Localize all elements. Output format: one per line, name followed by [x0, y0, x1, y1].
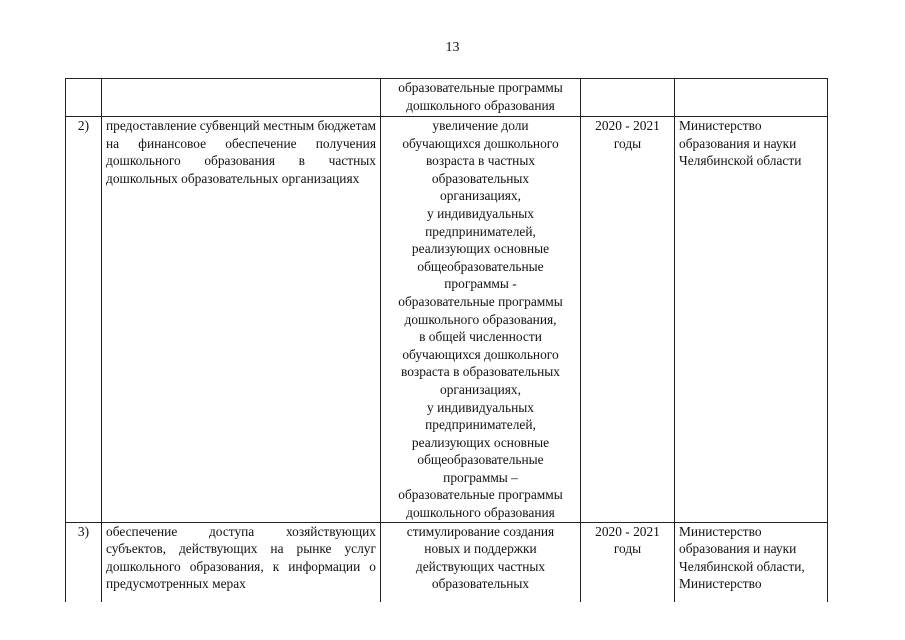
cell-line: общеобразовательные — [417, 452, 544, 468]
cell-line: 2020 - 2021 — [595, 523, 660, 539]
table-row — [66, 117, 828, 523]
indicator-cell — [381, 79, 581, 117]
cell-line: программы – — [443, 469, 518, 485]
page-number: 13 — [445, 40, 460, 55]
cell-line: дошкольного образования, — [404, 311, 557, 327]
row-number-cell: 2) — [66, 117, 102, 523]
row-number-cell — [66, 79, 102, 117]
event-cell — [102, 79, 381, 117]
table-row — [66, 79, 828, 117]
cell-line: образовательных — [431, 576, 530, 592]
cell-line: образования и науки — [679, 135, 797, 151]
term-cell — [581, 117, 675, 523]
cell-line: предпринимателей, — [425, 417, 536, 433]
cell-line: образовательных — [431, 170, 530, 186]
cell-line: образования и науки — [679, 541, 797, 557]
term-cell — [581, 79, 675, 117]
cell-line: дошкольного образования — [406, 97, 555, 113]
responsible-cell — [675, 79, 828, 117]
cell-line: реализующих основные — [411, 241, 550, 257]
cell-line: Челябинской области — [679, 153, 802, 169]
cell-line: реализующих основные — [411, 434, 550, 450]
table-row — [66, 522, 828, 602]
indicator-cell — [381, 117, 581, 523]
cell-line: возраста в образовательных — [400, 364, 560, 380]
cell-line: увеличение доли — [432, 118, 529, 133]
cell-line: общеобразовательные — [417, 258, 544, 274]
cell-line: стимулирование создания — [406, 523, 555, 539]
cell-line: Министерство — [679, 118, 762, 133]
cell-line: у индивидуальных — [427, 399, 534, 415]
cell-line: годы — [613, 541, 642, 557]
cell-line: предпринимателей, — [425, 223, 536, 239]
cell-line: программы - — [444, 276, 517, 292]
cell-line: обучающихся дошкольного — [402, 346, 559, 362]
cell-line: образовательные программы — [398, 80, 563, 95]
cell-line: Челябинской области, — [679, 558, 805, 574]
cell-line: 2020 - 2021 — [595, 118, 660, 133]
cell-line: Министерство — [679, 576, 762, 592]
event-cell: обеспечение доступа хозяйствующих субъектов, действующих на рынке услуг дошкольного образования, к информации о предусмотренных мерах — [102, 522, 381, 602]
cell-line: организациях, — [440, 381, 521, 397]
cell-line: действующих частных — [415, 558, 546, 574]
cell-line: организациях, — [440, 188, 521, 204]
cell-line: возраста в частных — [425, 153, 536, 169]
measures-table — [65, 78, 828, 602]
cell-line: обучающихся дошкольного — [402, 135, 559, 151]
responsible-cell — [675, 117, 828, 523]
responsible-cell — [675, 522, 828, 602]
cell-line: новых и поддержки — [424, 541, 537, 557]
cell-line: в общей численности — [419, 329, 542, 345]
indicator-cell — [381, 522, 581, 602]
event-cell: предоставление субвенций местным бюджетам на финансовое обеспечение получения дошкольного образования в частных дошкольных образовательных организациях — [102, 117, 381, 523]
row-number-cell: 3) — [66, 522, 102, 602]
cell-line: дошкольного образования — [406, 505, 555, 521]
cell-line: у индивидуальных — [427, 205, 534, 221]
cell-line: образовательные программы — [398, 293, 563, 309]
cell-line: годы — [613, 135, 642, 151]
cell-line: Министерство — [679, 523, 762, 539]
term-cell — [581, 522, 675, 602]
cell-line: образовательные программы — [398, 487, 563, 503]
